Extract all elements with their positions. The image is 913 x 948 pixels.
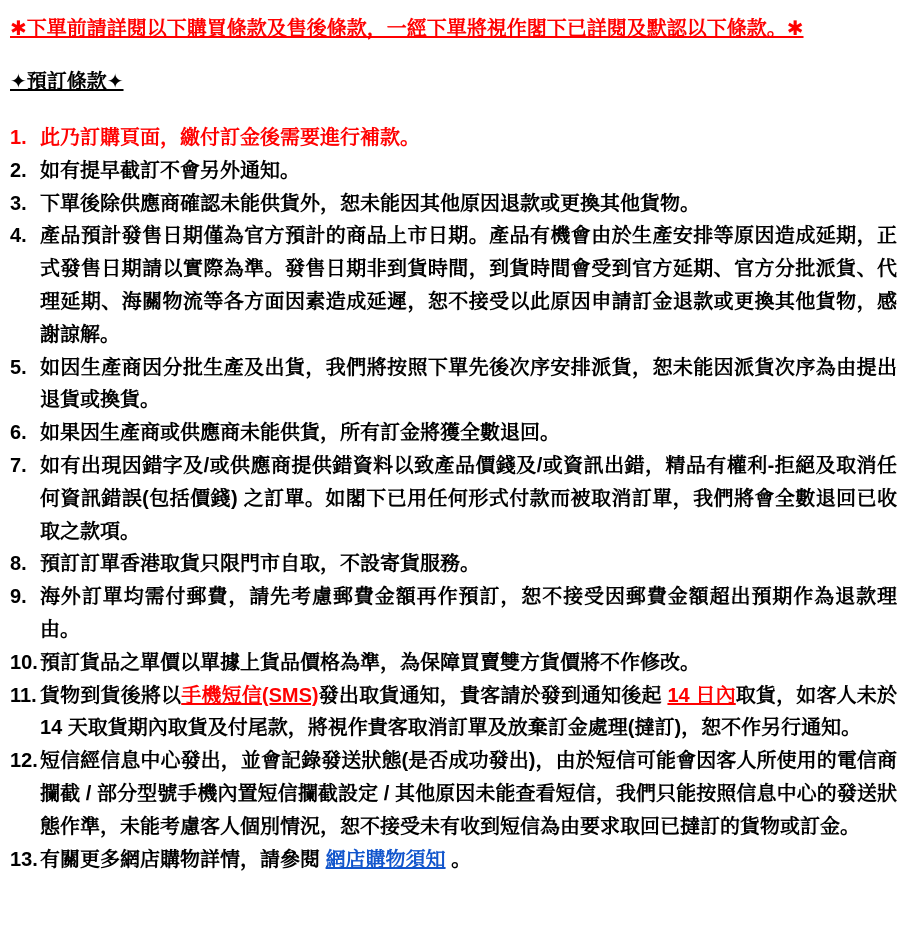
term-text [40, 450, 897, 548]
term-number: 2. [10, 159, 27, 182]
term-text-segment: 如果因生產商或供應商未能供貨，所有訂金將獲全數退回。 [40, 422, 560, 445]
term-text-segment: 貨物到貨後將以 [40, 684, 182, 707]
term-text [40, 844, 897, 877]
term-number: 6. [10, 422, 27, 445]
shop-notice-link[interactable]: 網店購物須知 [325, 848, 446, 871]
term-text [40, 581, 897, 647]
term-text [40, 745, 897, 843]
term-text-segment: 如因生產商因分批生產及出貨，我們將按照下單先後次序安排派貨，恕未能因派貨次序為由提出退貨或換貨。 [40, 356, 897, 412]
term-number: 8. [10, 553, 27, 576]
term-text-segment: 如有提早截訂不會另外通知。 [40, 159, 300, 182]
terms-list [10, 122, 897, 876]
term-item-6 [10, 417, 897, 450]
term-item-7 [10, 450, 897, 548]
term-item-8 [10, 548, 897, 581]
highlighted-red-text: 14 日內 [667, 684, 736, 707]
term-text [40, 220, 897, 351]
term-text-segment: 預訂訂單香港取貨只限門市自取，不設寄貨服務。 [40, 553, 480, 576]
term-text [40, 647, 897, 680]
term-text-segment: 。 [445, 848, 472, 871]
term-item-10 [10, 647, 897, 680]
term-number: 7. [10, 454, 27, 477]
term-item-2 [10, 155, 897, 188]
term-text [40, 548, 897, 581]
term-number: 10. [10, 651, 38, 674]
term-number: 9. [10, 586, 27, 609]
term-number: 12. [10, 750, 38, 773]
term-number: 5. [10, 356, 27, 379]
term-number: 1. [10, 127, 27, 149]
term-text [40, 680, 897, 746]
term-text-segment: 短信經信息中心發出，並會記錄發送狀態(是否成功發出)，由於短信可能會因客人所使用的電信商攔截 / 部分型號手機內置短信攔截設定 / 其他原因未能查看短信，我們只能按照信息中心的發送狀態作準，未能考慮客人個別情況，恕不接受未有收到短信為由要求取回已撻訂的貨物或訂金。 [40, 750, 897, 838]
term-number: 13. [10, 848, 38, 871]
term-number: 3. [10, 192, 27, 215]
term-text [40, 122, 897, 155]
term-number: 4. [10, 225, 27, 248]
term-text-segment: 發出取貨通知，貴客請於發到通知後起 [318, 684, 668, 707]
section-heading-preorder-terms: ✦預訂條款✦ [10, 71, 124, 93]
term-text [40, 188, 897, 221]
term-text-segment: 海外訂單均需付郵費，請先考慮郵費金額再作預訂，恕不接受因郵費金額超出預期作為退款理由。 [40, 586, 897, 641]
term-text [40, 155, 897, 188]
term-text-segment: 下單後除供應商確認未能供貨外，恕未能因其他原因退款或更換其他貨物。 [40, 192, 700, 215]
term-item-9 [10, 581, 897, 647]
term-text [40, 352, 897, 418]
term-text-segment: 有關更多網店購物詳情，請參閱 [40, 848, 326, 871]
term-text-segment: 此乃訂購頁面，繳付訂金後需要進行補款。 [40, 127, 420, 149]
term-item-4 [10, 220, 897, 351]
term-item-3 [10, 188, 897, 221]
term-item-13 [10, 844, 897, 877]
term-text-segment: 取貨，如客人未於 14 天取貨期內取貨及付尾款，將視作貴客取消訂單及放棄訂金處理(撻訂)，恕不作另行通知。 [40, 684, 897, 740]
term-item-12 [10, 745, 897, 843]
term-item-1 [10, 122, 897, 155]
term-text-segment: 產品預計發售日期僅為官方預計的商品上市日期。產品有機會由於生產安排等原因造成延期，正式發售日期請以實際為準。發售日期非到貨時間，到貨時間會受到官方延期、官方分批派貨、代理延期、海關物流等各方面因素造成延遲，恕不接受以此原因申請訂金退款或更換其他貨物，感謝諒解。 [40, 225, 897, 346]
term-number: 11. [10, 684, 37, 707]
term-item-11 [10, 680, 897, 746]
term-text-segment: 如有出現因錯字及/或供應商提供錯資料以致產品價錢及/或資訊出錯，精品有權利-拒絕及取消任何資訊錯誤(包括價錢) 之訂單。如閣下已用任何形式付款而被取消訂單，我們將會全數退回已收取之款項。 [40, 454, 897, 543]
term-text [40, 417, 897, 450]
term-text-segment: 預訂貨品之單價以單據上貨品價格為準，為保障買賣雙方貨價將不作修改。 [40, 651, 700, 674]
term-item-5 [10, 352, 897, 418]
highlighted-red-text: 手機短信(SMS) [181, 684, 319, 707]
page-title: ✱下單前請詳閱以下購買條款及售後條款，一經下單將視作閣下已詳閱及默認以下條款。✱ [10, 18, 804, 40]
